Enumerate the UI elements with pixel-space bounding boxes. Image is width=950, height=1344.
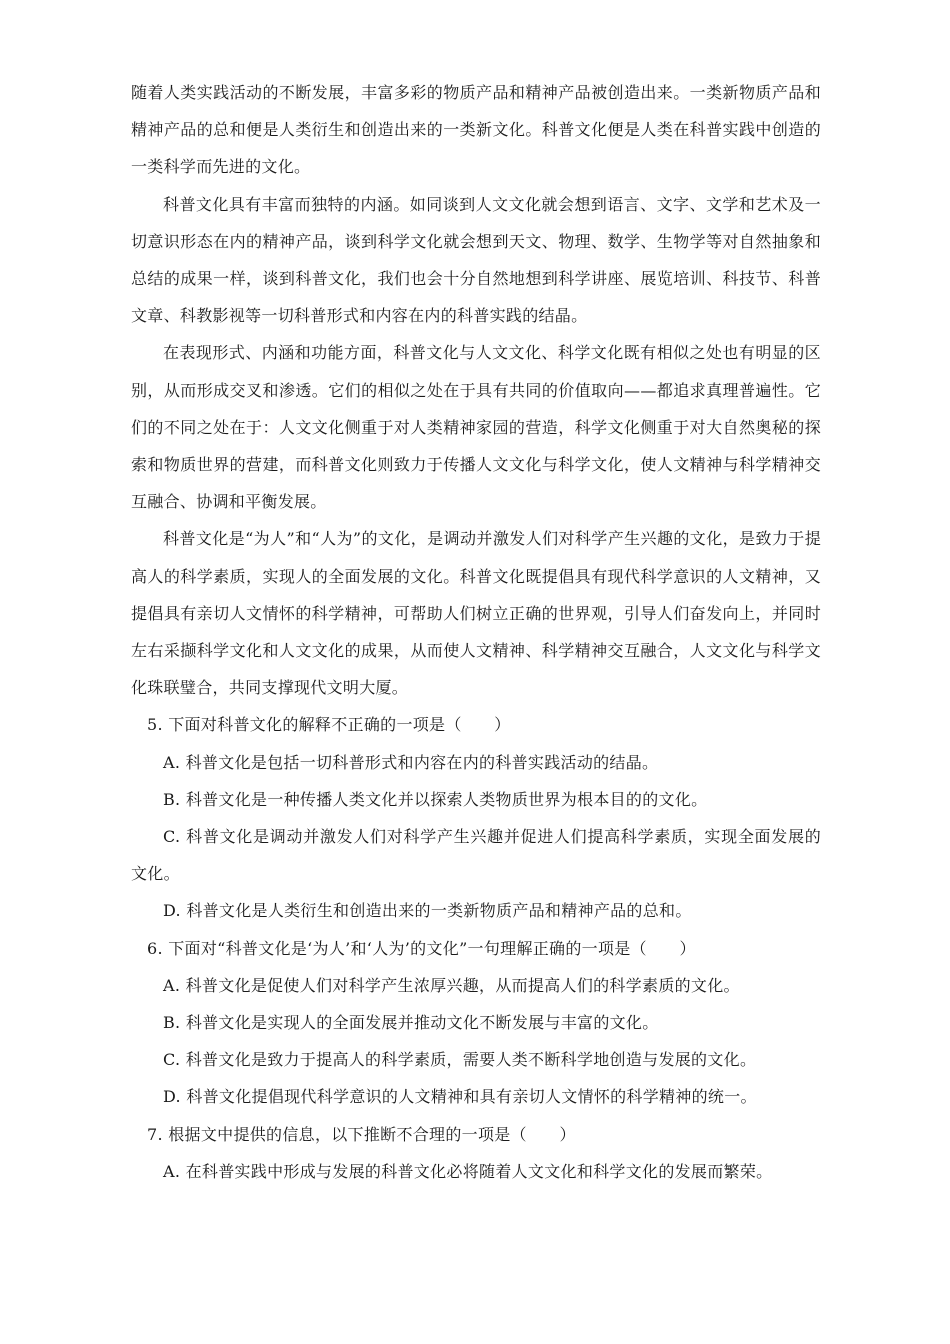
document-page [131,74,821,1190]
question-5-option-d: D. 科普文化是人类衍生和创造出来的一类新物质产品和精神产品的总和。 [163,901,692,921]
question-5-option-c: C. 科普文化是调动并激发人们对科学产生兴趣并促进人们提高科学素质，实现全面发展的文化。 [131,827,821,884]
question-5-stem: 5. 下面对科普文化的解释不正确的一项是（ ） [147,715,511,735]
question-6-option-c: C. 科普文化是致力于提高人的科学素质，需要人类不断科学地创造与发展的文化。 [163,1050,757,1070]
question-6-option-a: A. 科普文化是促使人们对科学产生浓厚兴趣，从而提高人们的科学素质的文化。 [163,975,740,995]
passage-paragraph-4: 科普文化是“为人”和“人为”的文化，是调动并激发人们对科学产生兴趣的文化，是致力于提高人的科学素质，实现人的全面发展的文化。科普文化既提倡具有现代科学意识的人文精神，又提倡具有亲切人文情怀的科学精神，可帮助人们树立正确的世界观，引导人们奋发向上，并同时左右采撷科学文化和人文文化的成果，从而使人文精神、科学精神交互融合，人文文化与科学文化珠联璧合，共同支撑现代文明大厦。 [131,529,821,698]
question-7-option-a: A. 在科普实践中形成与发展的科普文化必将随着人文文化和科学文化的发展而繁荣。 [163,1161,773,1181]
passage-paragraph-3: 在表现形式、内涵和功能方面，科普文化与人文文化、科学文化既有相似之处也有明显的区别，从而形成交叉和渗透。它们的相似之处在于具有共同的价值取向——都追求真理普遍性。它们的不同之处在于：人文文化侧重于对人类精神家园的营造，科学文化侧重于对大自然奥秘的探索和物质世界的营建，而科普文化则致力于传播人文文化与科学文化，使人文精神与科学精神交互融合、协调和平衡发展。 [131,343,821,512]
question-6-stem: 6. 下面对“科普文化是‘为人’和‘人为’的文化”一句理解正确的一项是（ ） [147,938,696,958]
question-6-option-d: D. 科普文化提倡现代科学意识的人文精神和具有亲切人文情怀的科学精神的统一。 [163,1087,757,1107]
question-6-option-b: B. 科普文化是实现人的全面发展并推动文化不断发展与丰富的文化。 [163,1013,659,1033]
question-5-option-a: A. 科普文化是包括一切科普形式和内容在内的科普实践活动的结晶。 [163,752,659,772]
passage-paragraph-1: 随着人类实践活动的不断发展，丰富多彩的物质产品和精神产品被创造出来。一类新物质产品和精神产品的总和便是人类衍生和创造出来的一类新文化。科普文化便是人类在科普实践中创造的一类科学而先进的文化。 [131,83,821,177]
question-5-option-b: B. 科普文化是一种传播人类文化并以探索人类物质世界为根本目的的文化。 [163,789,708,809]
passage-paragraph-2: 科普文化具有丰富而独特的内涵。如同谈到人文文化就会想到语言、文字、文学和艺术及一切意识形态在内的精神产品，谈到科学文化就会想到天文、物理、数学、生物学等对自然抽象和总结的成果一样，谈到科普文化，我们也会十分自然地想到科学讲座、展览培训、科技节、科普文章、科教影视等一切科普形式和内容在内的科普实践的结晶。 [131,194,821,326]
question-7-stem: 7. 根据文中提供的信息，以下推断不合理的一项是（ ） [147,1124,576,1144]
